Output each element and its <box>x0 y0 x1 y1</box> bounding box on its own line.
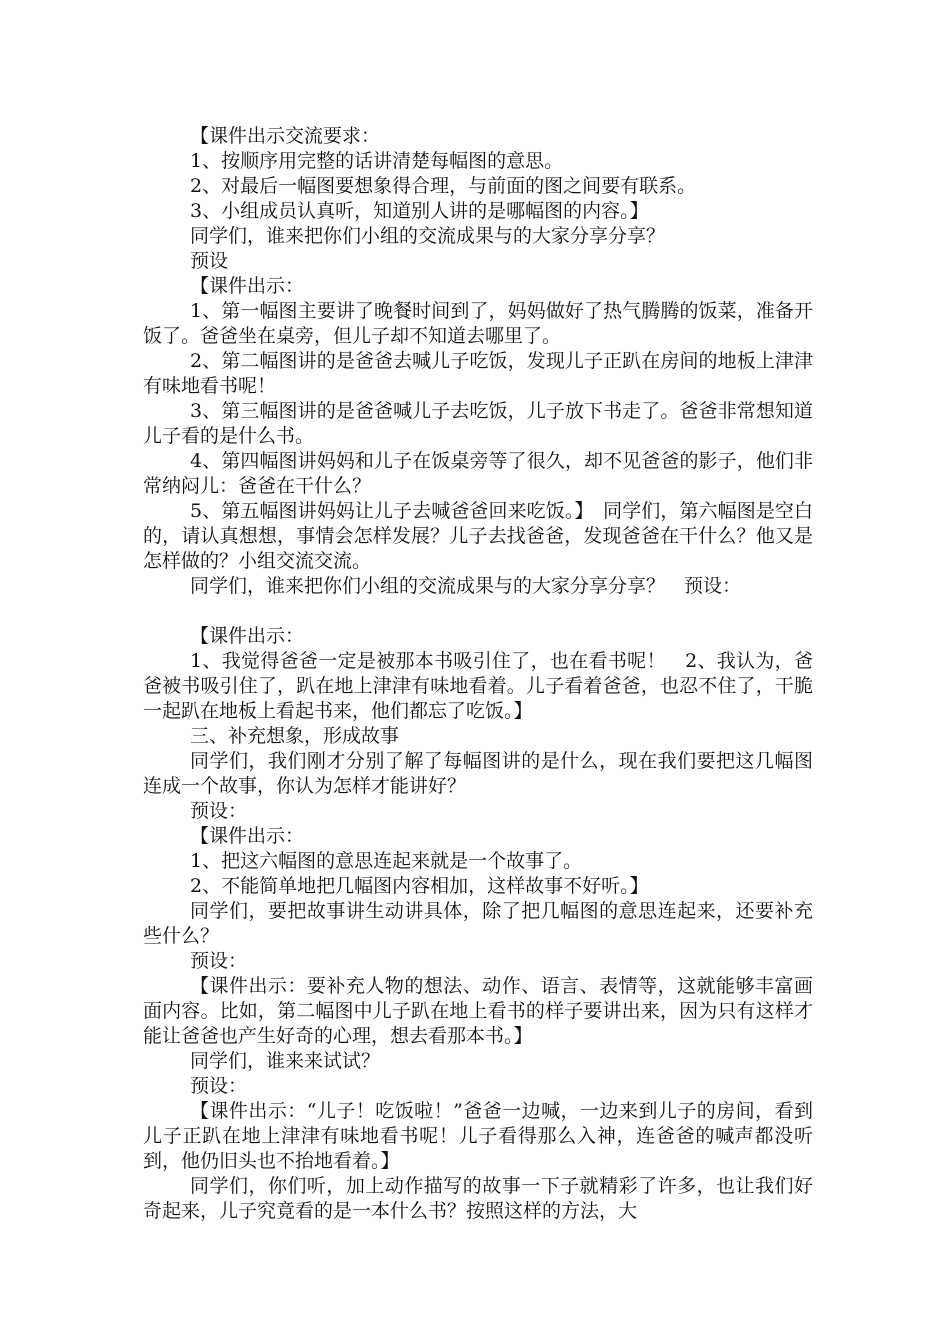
paragraph: 同学们，要把故事讲生动讲具体，除了把几幅图的意思连起来，还要补充些什么？ <box>143 900 813 947</box>
document-body <box>143 124 813 1224</box>
paragraph: 3、小组成员认真听，知道别人讲的是哪幅图的内容。】 <box>190 200 649 222</box>
paragraph: 预设 <box>190 250 229 272</box>
paragraph: 【课件出示：要补充人物的想法、动作、语言、表情等，这就能够丰富画面内容。比如，第二幅图中儿子趴在地上看书的样子要讲出来，因为只有这样才能让爸爸也产生好奇的心理，想去看那本书。】 <box>143 975 813 1047</box>
paragraph: 【课件出示：“儿子！吃饭啦！”爸爸一边喊，一边来到儿子的房间，看到儿子正趴在地上津津有味地看书呢！儿子看得那么入神，连爸爸的喊声都没听到，他仍旧头也不抬地看着。】 <box>143 1100 813 1172</box>
paragraph: 预设： <box>190 950 248 972</box>
paragraph: 同学们，谁来把你们小组的交流成果与的大家分享分享？ <box>190 225 666 247</box>
paragraph: 1、我觉得爸爸一定是被那本书吸引住了，也在看书呢！ 2、我认为，爸爸被书吸引住了，趴在地上津津有味地看着。儿子看着爸爸，也忍不住了，干脆一起趴在地板上看起书来，他们都忘了吃饭。】 <box>143 650 813 722</box>
paragraph: 2、对最后一幅图要想象得合理，与前面的图之间要有联系。 <box>190 175 697 197</box>
paragraph: 预设： <box>190 800 248 822</box>
paragraph: 2、第二幅图讲的是爸爸去喊儿子吃饭，发现儿子正趴在房间的地板上津津有味地看书呢！ <box>143 350 813 397</box>
paragraph: 同学们，谁来来试试？ <box>190 1050 381 1072</box>
paragraph: 2、不能简单地把几幅图内容相加，这样故事不好听。】 <box>190 875 649 897</box>
paragraph: 预设： <box>190 1075 248 1097</box>
paragraph: 同学们，你们听，加上动作描写的故事一下子就精彩了许多，也让我们好奇起来，儿子究竟看的是一本什么书？按照这样的方法，大 <box>143 1175 813 1222</box>
paragraph: 同学们，我们刚才分别了解了每幅图讲的是什么，现在我们要把这几幅图连成一个故事，你认为怎样才能讲好？ <box>143 750 813 797</box>
paragraph: 4、第四幅图讲妈妈和儿子在饭桌旁等了很久，却不见爸爸的影子，他们非常纳闷儿：爸爸在干什么？ <box>143 450 813 497</box>
paragraph: 1、把这六幅图的意思连起来就是一个故事了。 <box>190 850 583 872</box>
paragraph: 【课件出示： <box>190 825 305 847</box>
paragraph: 【课件出示： <box>190 625 305 647</box>
section-heading: 三、补充想象，形成故事 <box>190 725 400 747</box>
paragraph: 同学们，谁来把你们小组的交流成果与的大家分享分享？ 预设： <box>190 575 742 597</box>
paragraph: 3、第三幅图讲的是爸爸喊儿子去吃饭，儿子放下书走了。爸爸非常想知道儿子看的是什么书。 <box>143 400 813 447</box>
paragraph: 1、按顺序用完整的话讲清楚每幅图的意思。 <box>190 150 564 172</box>
paragraph: 1、第一幅图主要讲了晚餐时间到了，妈妈做好了热气腾腾的饭菜，准备开饭了。爸爸坐在桌旁，但儿子却不知道去哪里了。 <box>143 300 813 347</box>
paragraph: 5、第五幅图讲妈妈让儿子去喊爸爸回来吃饭。】 同学们，第六幅图是空白的，请认真想想，事情会怎样发展？儿子去找爸爸，发现爸爸在干什么？他又是怎样做的？小组交流交流。 <box>143 500 813 572</box>
paragraph: 【课件出示： <box>190 275 305 297</box>
blank-line <box>143 599 813 624</box>
paragraph: 【课件出示交流要求： <box>190 125 381 147</box>
